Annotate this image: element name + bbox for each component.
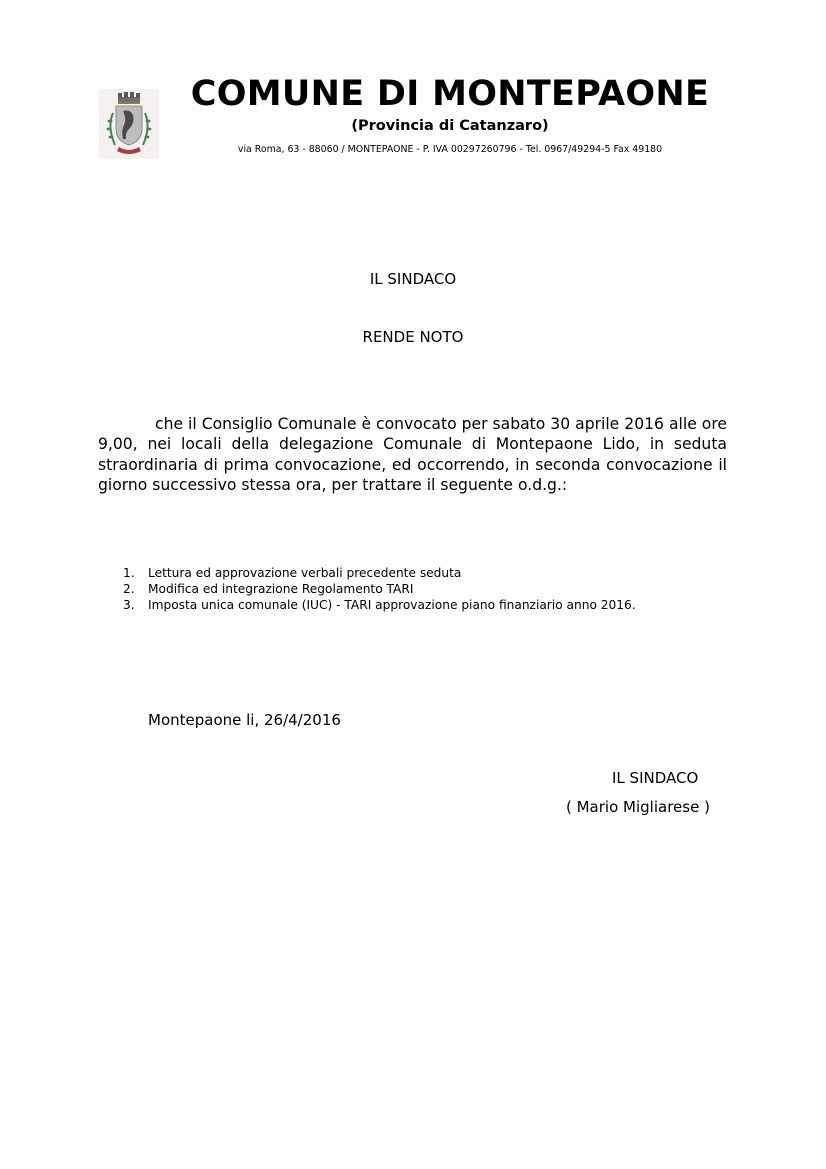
agenda-item-number: 1. xyxy=(123,566,135,580)
signer-name: ( Mario Migliarese ) xyxy=(566,798,710,816)
agenda-item-text: Lettura ed approvazione verbali precedente seduta xyxy=(148,566,462,580)
agenda-list xyxy=(98,565,758,613)
agenda-item-number: 3. xyxy=(123,598,135,612)
agenda-item-text: Modifica ed integrazione Regolamento TARI xyxy=(148,582,414,596)
province-subtitle: (Provincia di Catanzaro) xyxy=(351,118,549,134)
notice-body: che il Consiglio Comunale è convocato per sabato 30 aprile 2016 alle ore 9,00, nei locali della delegazione Comunale di Montepaone Lido, in seduta straordinaria di prima convocazione, ed occorrendo, in seconda convocazione il giorno successivo stessa ora, per trattare il seguente o.d.g.: xyxy=(98,415,727,495)
issuer-heading: IL SINDACO xyxy=(369,270,457,288)
notice-heading: RENDE NOTO xyxy=(362,328,464,346)
list-item xyxy=(98,597,758,613)
signer-title: IL SINDACO xyxy=(612,769,699,787)
municipality-address: via Roma, 63 - 88060 / MONTEPAONE - P. IVA 00297260796 - Tel. 0967/49294-5 Fax 49180 xyxy=(237,144,663,155)
municipality-title: COMUNE DI MONTEPAONE xyxy=(190,74,710,114)
agenda-item-number: 2. xyxy=(123,582,135,596)
agenda-item-text: Imposta unica comunale (IUC) - TARI approvazione piano finanziario anno 2016. xyxy=(148,598,636,612)
list-item xyxy=(98,565,758,581)
place-and-date: Montepaone li, 26/4/2016 xyxy=(148,711,341,729)
list-item xyxy=(98,581,758,597)
